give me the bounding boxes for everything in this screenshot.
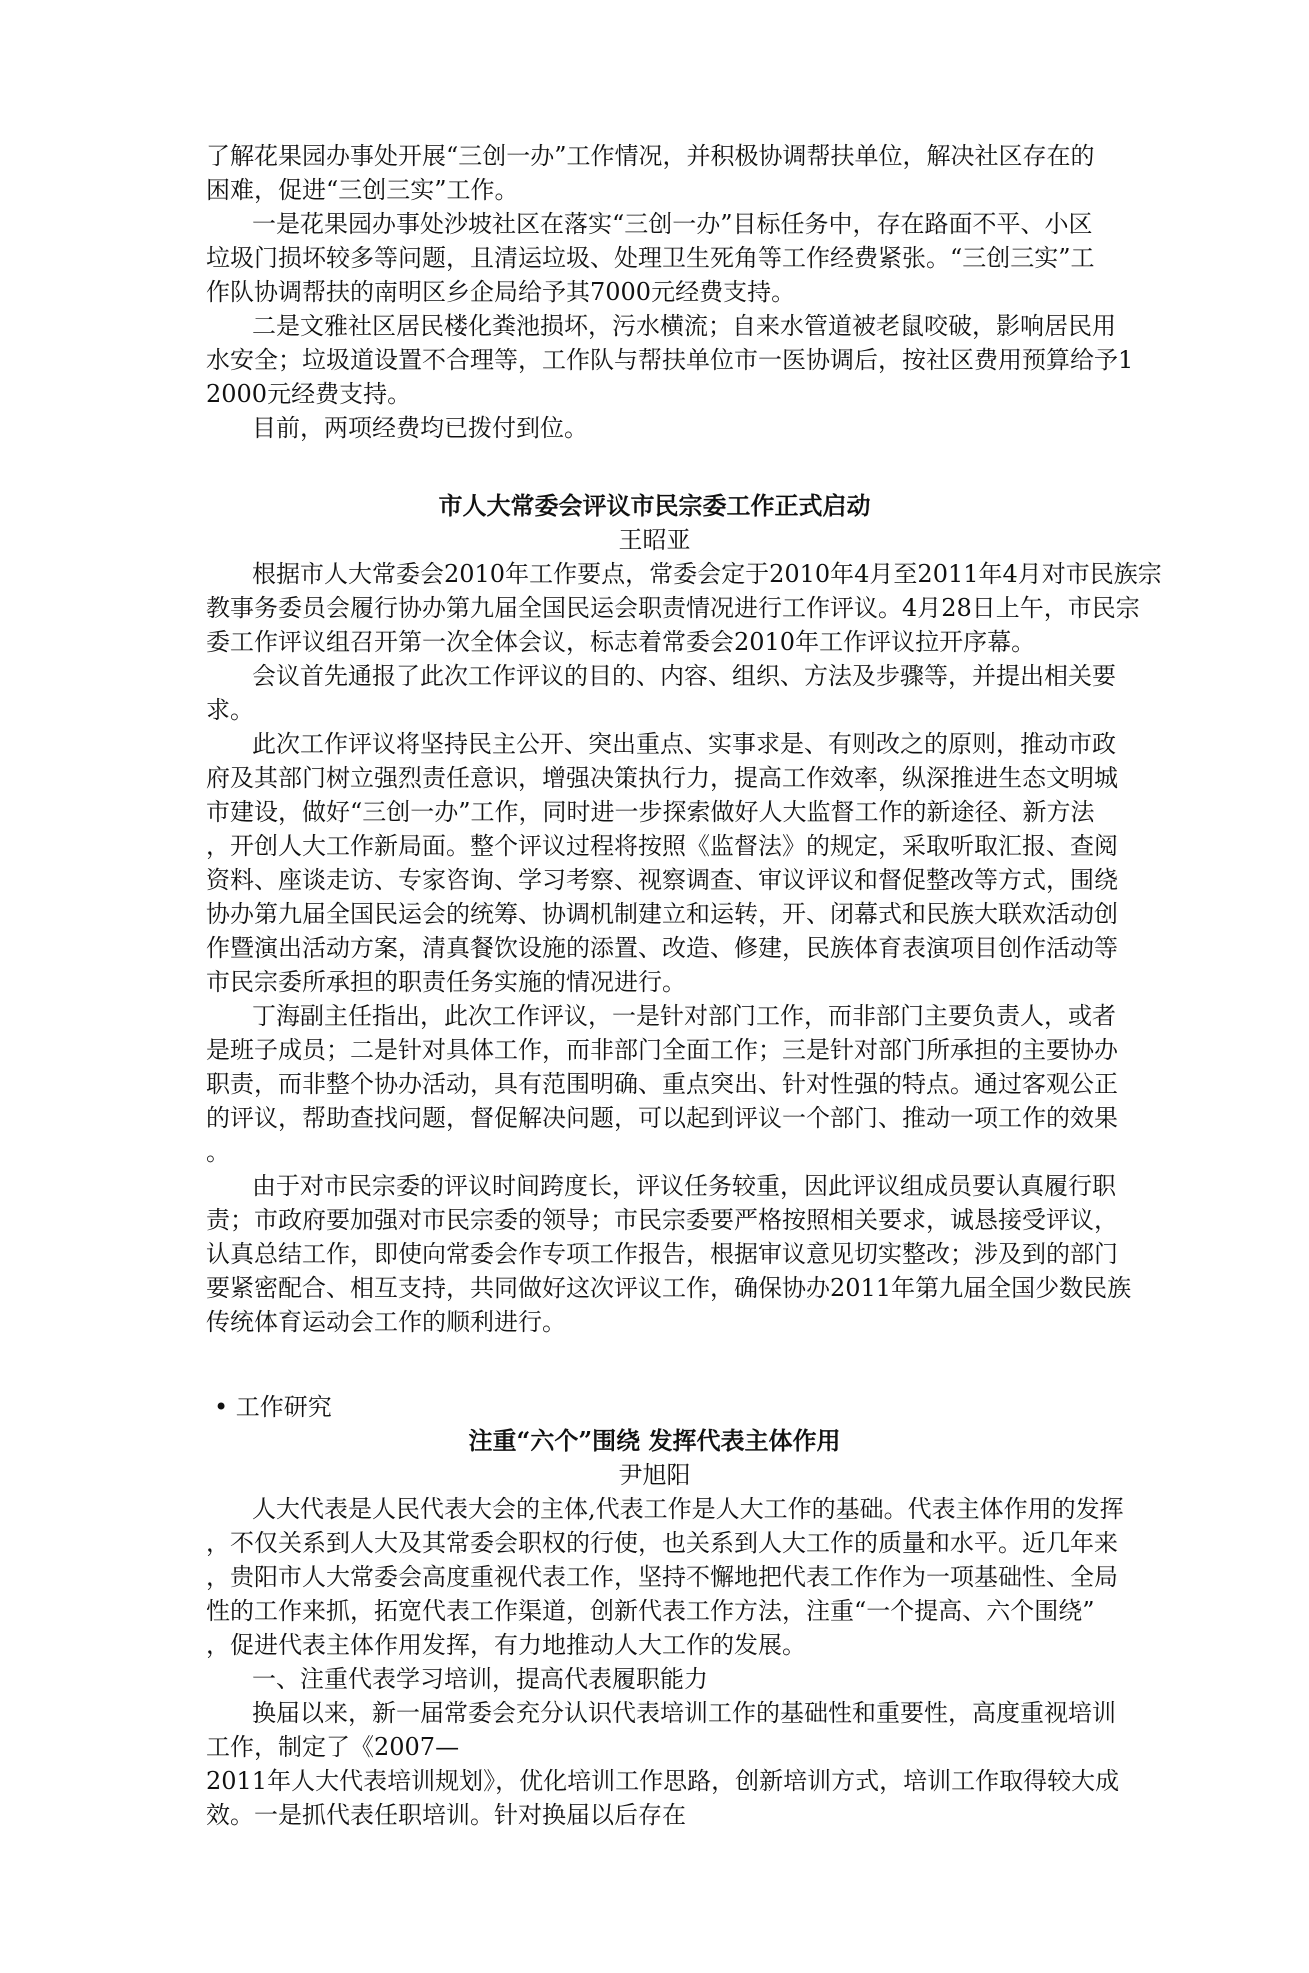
text-line: 资料、座谈走访、专家咨询、学习考察、视察调查、审议评议和督促整改等方式，围绕 bbox=[206, 866, 1118, 894]
text-line: 一是花果园办事处沙坡社区在落实“三创一办”目标任务中，存在路面不平、小区 bbox=[252, 210, 1093, 238]
text-line: 了解花果园办事处开展“三创一办”工作情况，并积极协调帮扶单位，解决社区存在的 bbox=[206, 142, 1095, 170]
text-line: ，开创人大工作新局面。整个评议过程将按照《监督法》的规定，采取听取汇报、查阅 bbox=[206, 832, 1118, 860]
text-line: 2000元经费支持。 bbox=[206, 380, 412, 408]
text-line: 工作，制定了《2007— bbox=[206, 1733, 460, 1761]
text-line: ，不仅关系到人大及其常委会职权的行使，也关系到人大工作的质量和水平。近几年来 bbox=[206, 1529, 1118, 1557]
text-line: 市建设，做好“三创一办”工作，同时进一步探索做好人大监督工作的新途径、新方法 bbox=[206, 798, 1095, 826]
text-line: 目前，两项经费均已拨付到位。 bbox=[252, 414, 588, 442]
text-line: 。 bbox=[206, 1138, 230, 1166]
article-title: 市人大常委会评议市民宗委工作正式启动 bbox=[438, 491, 871, 520]
text-line: 委工作评议组召开第一次全体会议，标志着常委会2010年工作评议拉开序幕。 bbox=[206, 628, 1036, 656]
text-line: 是班子成员；二是针对具体工作，而非部门全面工作；三是针对部门所承担的主要协办 bbox=[206, 1036, 1118, 1064]
text-line: 人大代表是人民代表大会的主体,代表工作是人大工作的基础。代表主体作用的发挥 bbox=[252, 1495, 1124, 1523]
text-line: 责；市政府要加强对市民宗委的领导；市民宗委要严格按照相关要求，诚恳接受评议， bbox=[206, 1206, 1118, 1234]
text-line: 效。一是抓代表任职培训。针对换届以后存在 bbox=[206, 1801, 686, 1829]
text-line: 丁海副主任指出，此次工作评议，一是针对部门工作，而非部门主要负责人，或者 bbox=[252, 1002, 1116, 1030]
text-line: 困难，促进“三创三实”工作。 bbox=[206, 176, 519, 204]
text-line: ，促进代表主体作用发挥，有力地推动人大工作的发展。 bbox=[206, 1631, 806, 1659]
text-line: 府及其部门树立强烈责任意识，增强决策执行力，提高工作效率，纵深推进生态文明城 bbox=[206, 764, 1118, 792]
text-line: 要紧密配合、相互支持，共同做好这次评议工作，确保协办2011年第九届全国少数民族 bbox=[206, 1274, 1132, 1302]
article-title: 注重“六个”围绕 发挥代表主体作用 bbox=[468, 1426, 841, 1455]
text-line: 求。 bbox=[206, 696, 254, 724]
text-line: 根据市人大常委会2010年工作要点，常委会定于2010年4月至2011年4月对市民族宗 bbox=[252, 560, 1162, 588]
article-author: 王昭亚 bbox=[618, 526, 691, 554]
text-line: 会议首先通报了此次工作评议的目的、内容、组织、方法及步骤等，并提出相关要 bbox=[252, 662, 1116, 690]
text-line: 水安全；垃圾道设置不合理等，工作队与帮扶单位市一医协调后，按社区费用预算给予1 bbox=[206, 346, 1134, 374]
text-line: 由于对市民宗委的评议时间跨度长，评议任务较重，因此评议组成员要认真履行职 bbox=[252, 1172, 1116, 1200]
text-line: 性的工作来抓，拓宽代表工作渠道，创新代表工作方法，注重“一个提高、六个围绕” bbox=[206, 1597, 1095, 1625]
text-line: 的评议，帮助查找问题，督促解决问题，可以起到评议一个部门、推动一项工作的效果 bbox=[206, 1104, 1118, 1132]
text-line: 二是文雅社区居民楼化粪池损坏，污水横流；自来水管道被老鼠咬破，影响居民用 bbox=[252, 312, 1116, 340]
text-line: 垃圾门损坏较多等问题，且清运垃圾、处理卫生死角等工作经费紧张。“三创三实”工 bbox=[206, 244, 1095, 272]
text-line: 此次工作评议将坚持民主公开、突出重点、实事求是、有则改之的原则，推动市政 bbox=[252, 730, 1116, 758]
text-line: 作队协调帮扶的南明区乡企局给予其7000元经费支持。 bbox=[206, 278, 796, 306]
text-line: 职责，而非整个协办活动，具有范围明确、重点突出、针对性强的特点。通过客观公正 bbox=[206, 1070, 1118, 1098]
text-line: 2011年人大代表培训规划》，优化培训工作思路，创新培训方式，培训工作取得较大成 bbox=[206, 1767, 1120, 1795]
section-heading: 一、注重代表学习培训，提高代表履职能力 bbox=[252, 1665, 708, 1693]
text-line: ，贵阳市人大常委会高度重视代表工作，坚持不懈地把代表工作作为一项基础性、全局 bbox=[206, 1563, 1118, 1591]
text-line: 市民宗委所承担的职责任务实施的情况进行。 bbox=[206, 968, 686, 996]
article-author: 尹旭阳 bbox=[618, 1461, 691, 1489]
section-label: • 工作研究 bbox=[214, 1393, 332, 1421]
text-line: 换届以来，新一届常委会充分认识代表培训工作的基础性和重要性，高度重视培训 bbox=[252, 1699, 1116, 1727]
text-line: 传统体育运动会工作的顺利进行。 bbox=[206, 1308, 566, 1336]
text-line: 协办第九届全国民运会的统筹、协调机制建立和运转，开、闭幕式和民族大联欢活动创 bbox=[206, 900, 1118, 928]
text-line: 认真总结工作，即使向常委会作专项工作报告，根据审议意见切实整改；涉及到的部门 bbox=[206, 1240, 1118, 1268]
text-line: 教事务委员会履行协办第九届全国民运会职责情况进行工作评议。4月28日上午，市民宗 bbox=[206, 594, 1140, 622]
text-line: 作暨演出活动方案，清真餐饮设施的添置、改造、修建，民族体育表演项目创作活动等 bbox=[206, 934, 1118, 962]
